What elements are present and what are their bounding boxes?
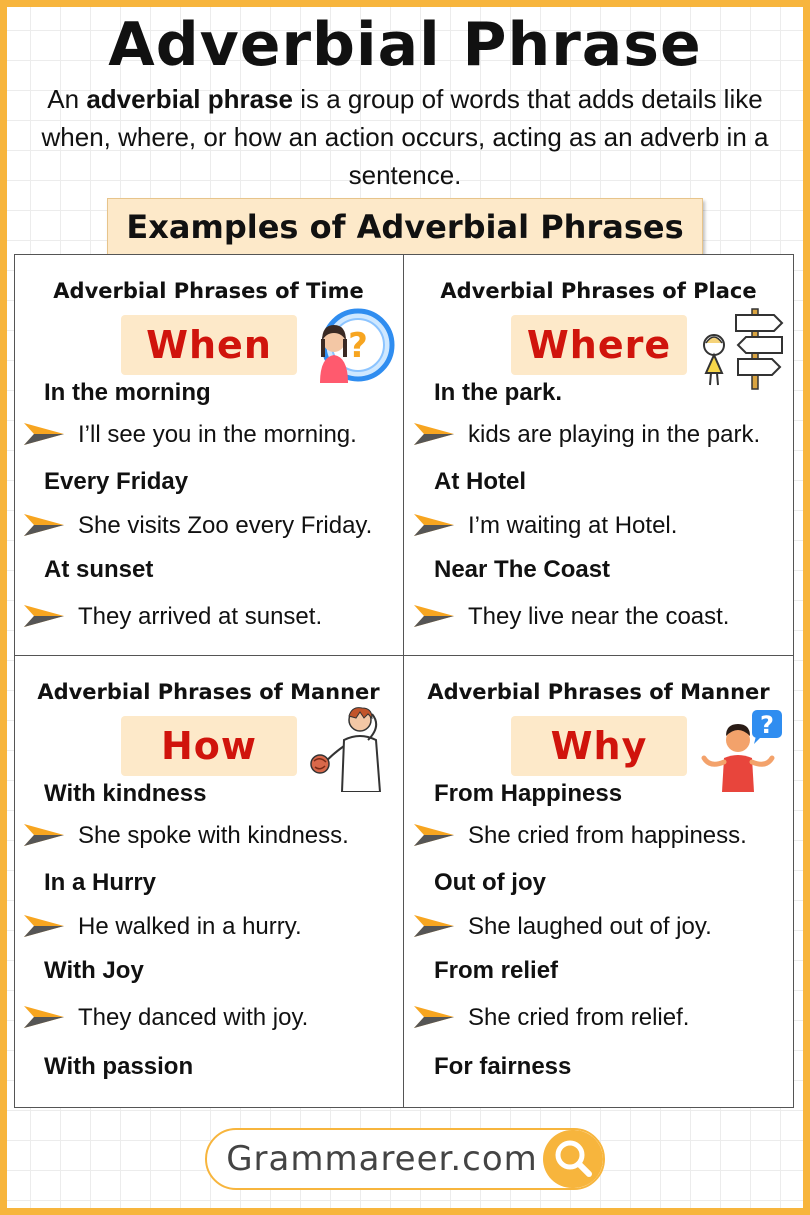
quadrant-keyword: Where [511,315,687,375]
phrase-label: At sunset [44,556,154,583]
example-sentence: kids are playing in the park. [468,421,761,448]
arrow-icon [414,822,454,848]
intro-lead: An [47,84,87,114]
arrow-icon [24,421,64,447]
example-sentence: She laughed out of joy. [468,913,712,940]
arrow-icon [414,1004,454,1030]
quadrant-time [14,255,403,655]
phrase-label: Near The Coast [434,556,611,583]
arrow-icon [414,603,454,629]
quadrant-how [14,656,403,1108]
example-sentence: She cried from relief. [468,1004,690,1031]
quadrant-heading: Adverbial Phrases of Manner [427,680,770,704]
arrow-icon [24,822,64,848]
intro-text [20,80,790,194]
search-icon [543,1130,603,1188]
signpost-icon [692,305,788,391]
example-sentence: She cried from happiness. [468,822,747,849]
phrase-label: In a Hurry [44,869,157,896]
footer-site-badge[interactable] [205,1128,605,1190]
example-sentence: They danced with joy. [78,1004,309,1031]
arrow-icon [24,913,64,939]
arrow-icon [414,421,454,447]
arrow-icon [24,1004,64,1030]
phrase-label: Out of joy [434,869,546,896]
example-sentence: They arrived at sunset. [78,603,323,630]
footer-site-name[interactable]: Grammareer.com [226,1139,538,1179]
example-sentence: He walked in a hurry. [78,913,302,940]
quadrant-keyword: When [121,315,297,375]
quadrant-heading: Adverbial Phrases of Place [440,279,757,303]
phrase-label: With kindness [44,780,207,807]
svg-text:?: ? [348,326,368,366]
example-sentence: She spoke with kindness. [78,822,349,849]
example-sentence: I’m waiting at Hotel. [468,512,678,539]
arrow-icon [414,512,454,538]
example-sentence: They live near the coast. [468,603,730,630]
example-sentence: She visits Zoo every Friday. [78,512,373,539]
arrow-icon [24,512,64,538]
page-title: Adverbial Phrase [108,10,702,80]
phrase-label: In the park. [434,379,563,406]
intro-rest: is a group of words that adds details like when, where, or how an action occurs, acting as an adverb in a sentence. [41,84,769,190]
example-sentence: I’ll see you in the morning. [78,421,357,448]
phrase-label: With Joy [44,957,144,984]
phrase-label: At Hotel [434,468,526,495]
quadrant-place [404,255,793,655]
clock-question-icon [302,305,398,391]
phrase-label: From Happiness [434,780,623,807]
arrow-icon [414,913,454,939]
quadrant-why [404,656,793,1108]
svg-text:?: ? [760,711,774,739]
search-button[interactable] [543,1130,603,1188]
phrase-label: For fairness [434,1053,572,1080]
phrase-label: With passion [44,1053,194,1080]
intro-bold-term: adverbial phrase [86,84,293,114]
quadrant-keyword: Why [511,716,687,776]
quadrant-heading: Adverbial Phrases of Time [53,279,364,303]
examples-title: Examples of Adverbial Phrases [107,198,703,256]
arrow-icon [24,603,64,629]
phrase-label: Every Friday [44,468,189,495]
quadrant-heading: Adverbial Phrases of Manner [37,680,380,704]
phrase-label: From relief [434,957,559,984]
confused-person-icon [302,706,398,792]
phrase-label: In the morning [44,379,211,406]
quadrant-keyword: How [121,716,297,776]
shrugging-person-icon [692,706,788,792]
